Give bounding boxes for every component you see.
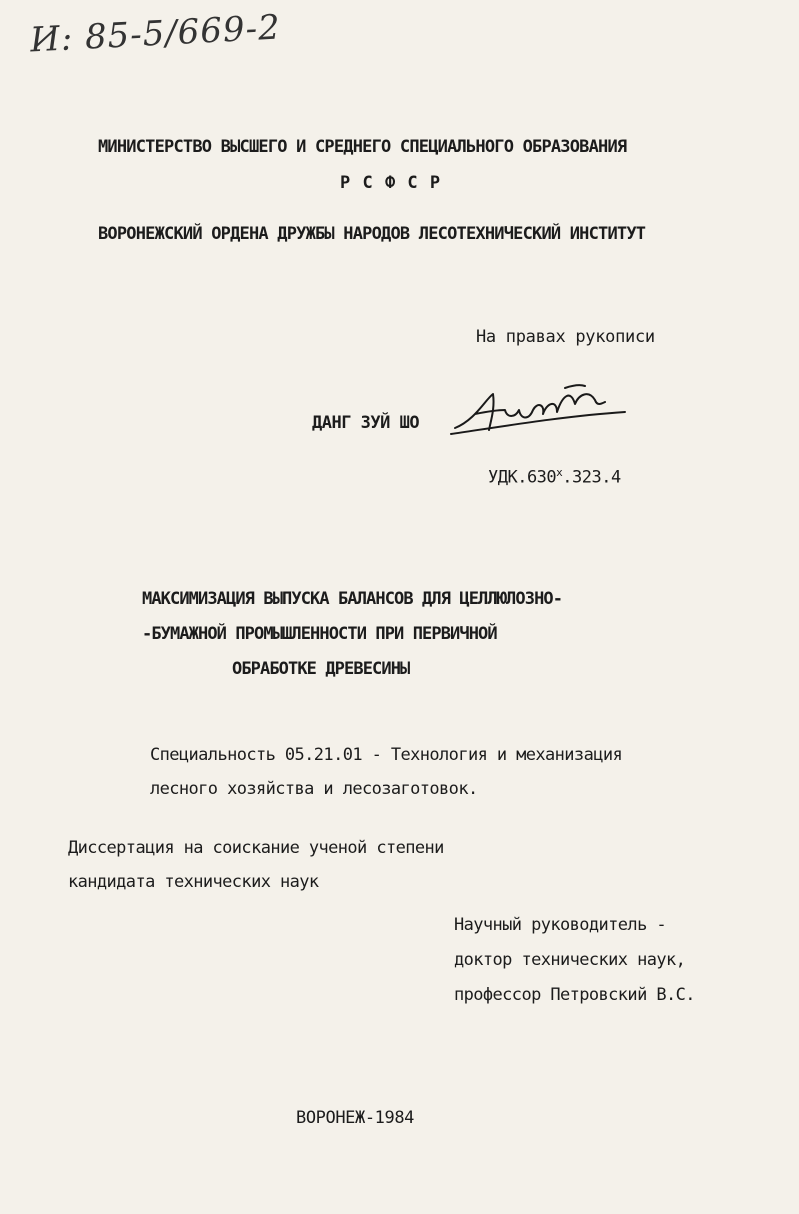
- supervisor-line-1: Научный руководитель -: [454, 915, 666, 935]
- city-year: ВОРОНЕЖ-1984: [296, 1108, 415, 1128]
- specialty-line-2: лесного хозяйства и лесозаготовок.: [150, 779, 478, 799]
- supervisor-line-3: профессор Петровский В.С.: [454, 985, 695, 1005]
- institute-heading: ВОРОНЕЖСКИЙ ОРДЕНА ДРУЖБЫ НАРОДОВ ЛЕСОТЕХНИЧЕСКИЙ ИНСТИТУТ: [98, 224, 646, 244]
- title-line-2: -БУМАЖНОЙ ПРОМЫШЛЕННОСТИ ПРИ ПЕРВИЧНОЙ: [142, 624, 497, 644]
- udc-main: УДК.630: [488, 467, 557, 488]
- rights-note: На правах рукописи: [476, 327, 655, 347]
- specialty-line-1: Специальность 05.21.01 - Технология и механизация: [150, 745, 623, 765]
- archive-handwritten-mark: И: 85-5/669-2: [29, 7, 282, 61]
- udc-tail: .323.4: [562, 467, 621, 488]
- republic-heading: Р С Ф С Р: [340, 173, 442, 193]
- author-name: ДАНГ ЗУЙ ШО: [312, 413, 420, 433]
- author-signature: [445, 380, 635, 440]
- dissertation-line-1: Диссертация на соискание ученой степени: [68, 838, 444, 858]
- dissertation-line-2: кандидата технических наук: [68, 872, 319, 892]
- title-line-1: МАКСИМИЗАЦИЯ ВЫПУСКА БАЛАНСОВ ДЛЯ ЦЕЛЛЮЛОЗНО-: [142, 589, 563, 609]
- udc-superscript: х: [556, 466, 563, 479]
- udc-code: [488, 466, 621, 488]
- ministry-heading: МИНИСТЕРСТВО ВЫСШЕГО И СРЕДНЕГО СПЕЦИАЛЬНОГО ОБРАЗОВАНИЯ: [98, 137, 627, 157]
- title-line-3: ОБРАБОТКЕ ДРЕВЕСИНЫ: [232, 659, 410, 679]
- supervisor-line-2: доктор технических наук,: [454, 950, 686, 970]
